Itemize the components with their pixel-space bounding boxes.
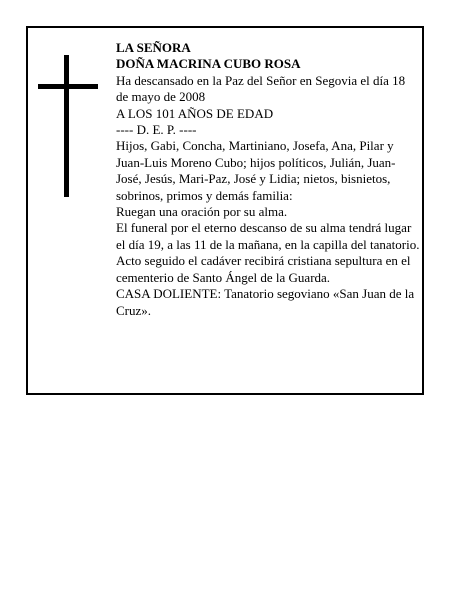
obituary-notice <box>26 26 424 395</box>
family-list: Hijos, Gabi, Concha, Martiniano, Josefa, Ana, Pilar y Juan-Luis Moreno Cubo; hijos políticos, Julián, Juan-José, Jesús, Mari-Paz, José y Lidia; nietos, bisnietos, sobrinos, primos y demás familia: <box>116 138 396 203</box>
cross-horizontal-bar <box>38 84 98 89</box>
obituary-text <box>116 40 420 319</box>
age-statement: A LOS 101 AÑOS DE EDAD <box>116 105 274 121</box>
mourning-house: CASA DOLIENTE: Tanatorio segoviano «San Juan de la Cruz». <box>116 286 415 318</box>
prayer-request: Ruegan una oración por su alma. <box>116 204 288 220</box>
cross-vertical-bar <box>64 55 69 197</box>
notice-title: LA SEÑORA <box>116 40 191 55</box>
rip-line: ---- D. E. P. ---- <box>116 122 197 138</box>
deceased-name: DOÑA MACRINA CUBO ROSA <box>116 56 301 72</box>
funeral-details: El funeral por el eterno descanso de su alma tendrá lugar el día 19, a las 11 de la mañana, en la capilla del tanatorio. Acto seguido el cadáver recibirá cristiana sepultura en el cementerio de Santo Ángel de la Guarda. <box>116 220 420 285</box>
cross-icon <box>38 55 98 197</box>
passing-statement: Ha descansado en la Paz del Señor en Segovia el día 18 de mayo de 2008 <box>116 72 406 105</box>
